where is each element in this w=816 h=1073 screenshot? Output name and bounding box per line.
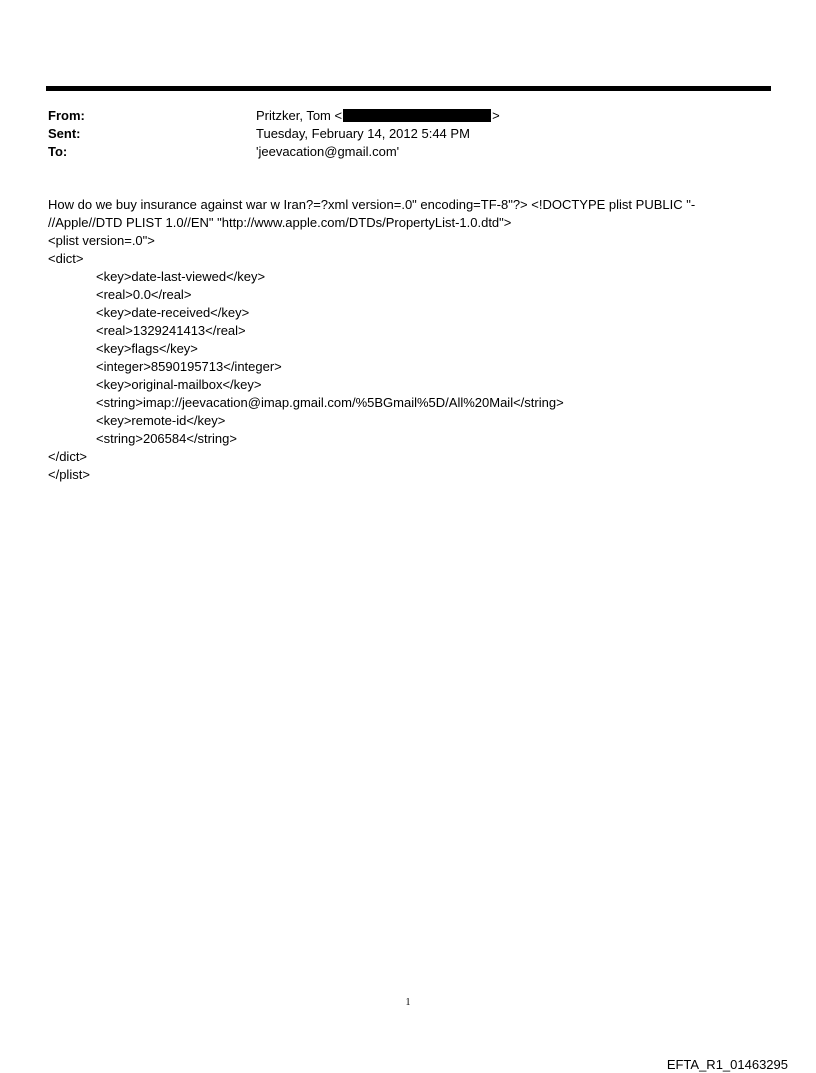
body-line: <integer>8590195713</integer> <box>96 359 282 374</box>
body-line: <real>0.0</real> <box>96 287 192 302</box>
body-line: <plist version=.0"> <box>48 233 155 248</box>
body-line: <key>remote-id</key> <box>96 413 226 428</box>
top-rule <box>46 86 771 91</box>
body-line: <real>1329241413</real> <box>96 323 246 338</box>
body-line: <key>original-mailbox</key> <box>96 377 262 392</box>
document-id: EFTA_R1_01463295 <box>666 1057 788 1072</box>
to-row <box>48 143 768 161</box>
body-line: <string>imap://jeevacation@imap.gmail.com/%5BGmail%5D/All%20Mail</string> <box>96 395 564 410</box>
sent-label: Sent: <box>48 126 81 141</box>
email-header <box>48 107 768 161</box>
body-line: //Apple//DTD PLIST 1.0//EN" "http://www.apple.com/DTDs/PropertyList-1.0.dtd"> <box>48 215 512 230</box>
from-suffix: > <box>492 108 500 123</box>
body-line: </dict> <box>48 449 88 464</box>
sent-value: Tuesday, February 14, 2012 5:44 PM <box>256 126 470 141</box>
from-name: Pritzker, Tom < <box>256 108 343 123</box>
sent-row <box>48 125 768 143</box>
email-body <box>48 196 768 484</box>
page-number: 1 <box>405 997 411 1008</box>
body-line: <key>date-last-viewed</key> <box>96 269 266 284</box>
body-line: </plist> <box>48 467 90 482</box>
from-label: From: <box>48 108 85 123</box>
to-label: To: <box>48 144 68 159</box>
body-line: <dict> <box>48 251 84 266</box>
body-line: <string>206584</string> <box>96 431 237 446</box>
from-value <box>256 107 500 125</box>
body-line: How do we buy insurance against war w Iran?=?xml version=.0" encoding=TF-8"?> <!DOCTYPE plist PUBLIC "- <box>48 197 696 212</box>
redaction-block <box>343 109 491 122</box>
to-value: 'jeevacation@gmail.com' <box>256 144 400 159</box>
body-line: <key>date-received</key> <box>96 305 250 320</box>
body-line: <key>flags</key> <box>96 341 198 356</box>
from-row <box>48 107 768 125</box>
